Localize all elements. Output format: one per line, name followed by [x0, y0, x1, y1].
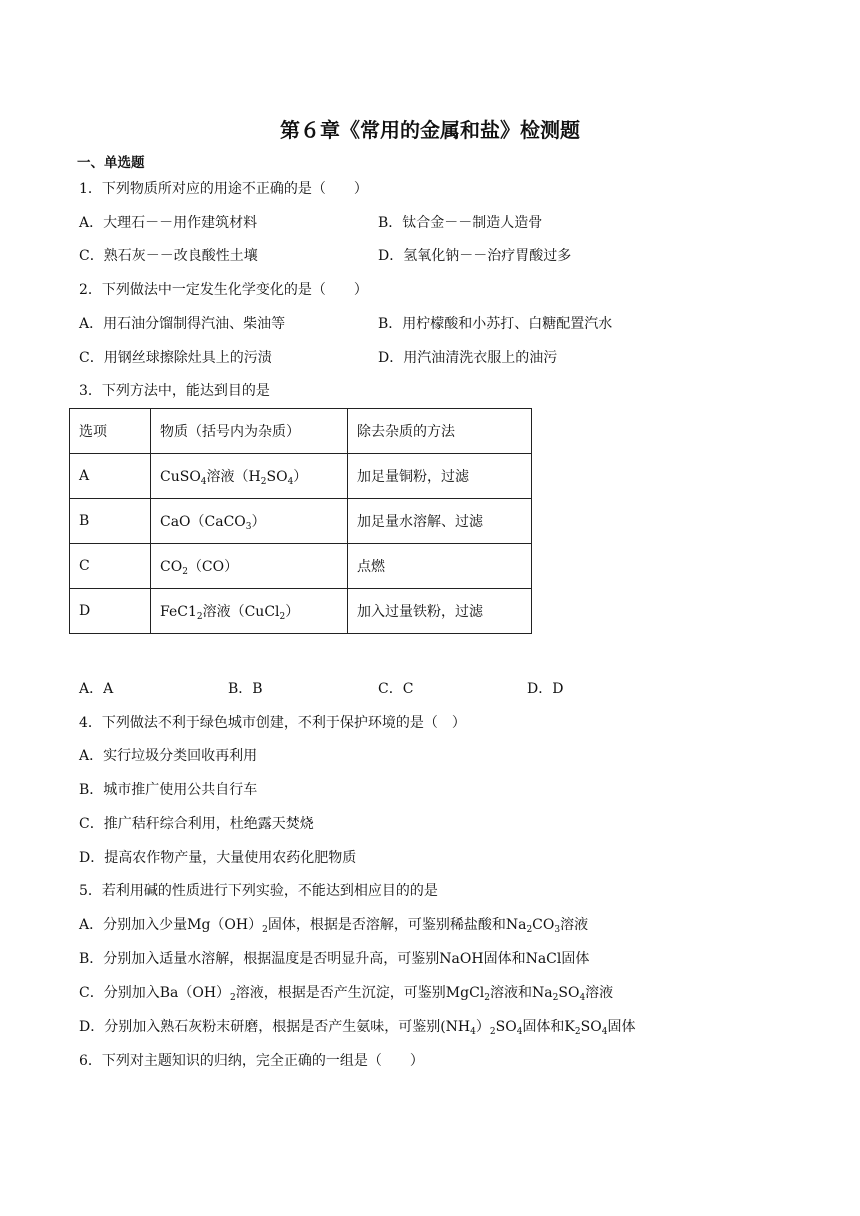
table-header-row: [70, 409, 532, 454]
table-header-cell: 物质（括号内为杂质）: [151, 409, 348, 454]
section-heading: 一、单选题: [77, 155, 145, 171]
option-cell: C: [70, 544, 151, 589]
table-row: [70, 589, 532, 634]
question-4-option-b: B．城市推广使用公共自行车: [79, 782, 258, 798]
substance-cell: CuSO$_4$溶液$(H_2SO_4)$: [151, 454, 348, 499]
table-row: [70, 499, 532, 544]
page-title: 第６章《常用的金属和盐》检测题: [280, 118, 580, 142]
question-2-option-c: C．用钢丝球擦除灶具上的污渍: [79, 350, 272, 366]
substance-cell: $CO_2(CO)$: [151, 544, 348, 589]
question-3-option-d: D．D: [527, 681, 564, 697]
question-5-stem: 5．若利用碱的性质进行下列实验，不能达到相应目的的是: [79, 883, 438, 899]
question-6-stem: 6．下列对主题知识的归纳，完全正确的一组是（ ）: [79, 1053, 424, 1069]
question-4-option-c: C．推广秸秆综合利用，杜绝露天焚烧: [79, 816, 314, 832]
question-1-option-a: A．大理石－－用作建筑材料: [79, 215, 258, 231]
table-header-cell: 除去杂质的方法: [348, 409, 532, 454]
substance-cell: CaO（CaCO$_3$）: [151, 499, 348, 544]
option-cell: B: [70, 499, 151, 544]
question-5-option-a: A．分别加入少量$Mg(OH)_2$固体，根据是否溶解，可鉴别稀盐酸和$Na_2CO_3$溶液: [79, 917, 589, 935]
question-3-stem: 3．下列方法中，能达到目的是: [79, 383, 270, 399]
method-cell: 点燃: [348, 544, 532, 589]
question-3-option-b: B．B: [228, 681, 263, 697]
question-2-option-b: B．用柠檬酸和小苏打、白糖配置汽水: [378, 316, 613, 332]
question-5-option-b: B．分别加入适量水溶解，根据温度是否明显升高，可鉴别NaOH固体和NaCl固体: [79, 951, 590, 967]
question-2-stem: 2．下列做法中一定发生化学变化的是（ ）: [79, 282, 368, 298]
question-1-option-b: B．钛合金－－制造人造骨: [378, 215, 543, 231]
question-3-option-a: A．A: [79, 681, 114, 697]
option-cell: D: [70, 589, 151, 634]
question-5-option-c: C．分别加入$Ba(OH)_2$溶液，根据是否产生沉淀，可鉴别MgCl$_2$溶液和$Na_2SO_4$溶液: [79, 985, 614, 1003]
question-2-option-a: A．用石油分馏制得汽油、柴油等: [79, 316, 286, 332]
question-1-option-d: D．氢氧化钠－－治疗胃酸过多: [378, 248, 572, 264]
table-header-cell: 选项: [70, 409, 151, 454]
question-4-option-a: A．实行垃圾分类回收再利用: [79, 748, 258, 764]
substance-cell: $FeC1_2$溶液（CuCl$_2$）: [151, 589, 348, 634]
question-1-option-c: C．熟石灰－－改良酸性土壤: [79, 248, 258, 264]
question-3-option-c: C．C: [378, 681, 414, 697]
question-4-stem: 4．下列做法不利于绿色城市创建，不利于保护环境的是（ ）: [79, 715, 466, 731]
option-cell: A: [70, 454, 151, 499]
question-3-table: [69, 408, 532, 634]
question-5-option-d: D．分别加入熟石灰粉末研磨，根据是否产生氨味，可鉴别$(NH_4)_2SO_4$固体和$K_2SO_4$固体: [79, 1019, 636, 1037]
table-row: [70, 544, 532, 589]
question-4-option-d: D．提高农作物产量，大量使用农药化肥物质: [79, 850, 357, 866]
method-cell: 加足量水溶解、过滤: [348, 499, 532, 544]
question-1-stem: 1．下列物质所对应的用途不正确的是（ ）: [79, 181, 368, 197]
method-cell: 加入过量铁粉，过滤: [348, 589, 532, 634]
method-cell: 加足量铜粉，过滤: [348, 454, 532, 499]
question-2-option-d: D．用汽油清洗衣服上的油污: [378, 350, 558, 366]
table-row: [70, 454, 532, 499]
